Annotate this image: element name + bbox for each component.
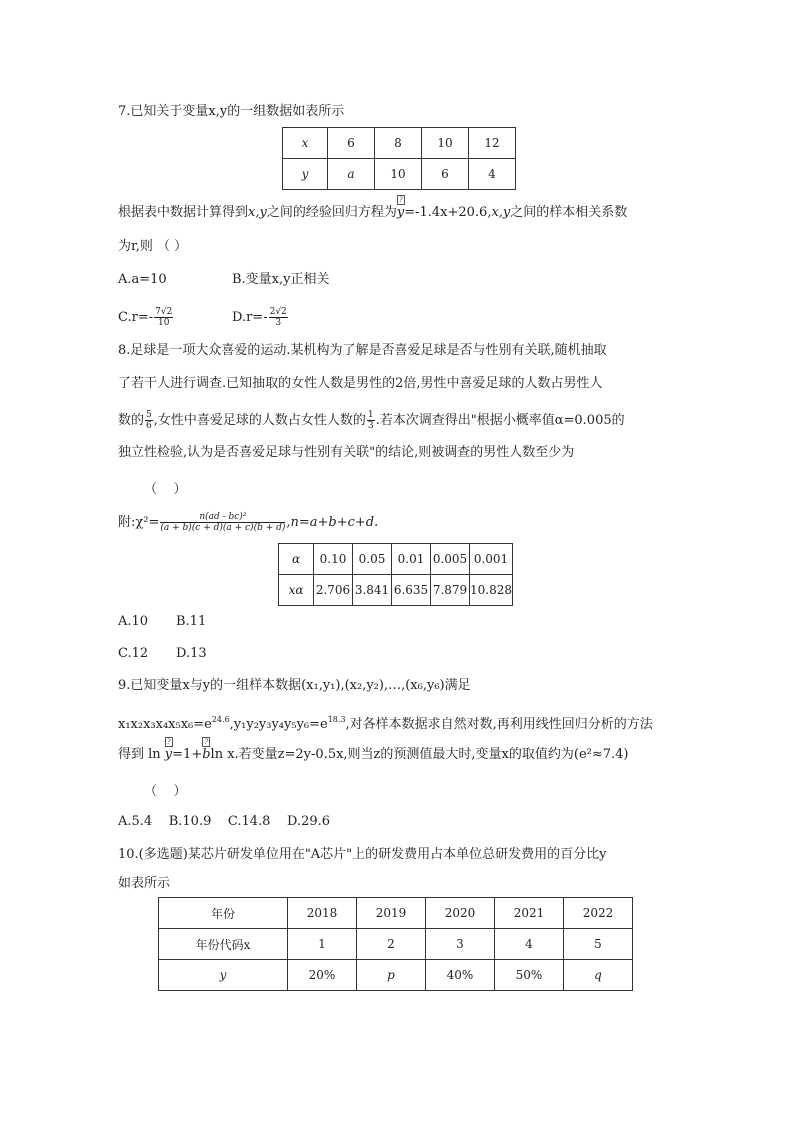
q7-cell: 10: [422, 128, 469, 159]
fraction: [145, 410, 153, 431]
q10-cell: 40%: [426, 960, 495, 991]
hat-icon: ?: [202, 737, 210, 747]
q7-option-d: [232, 307, 289, 328]
q9-options: A.5.4 B.10.9 C.14.8 D.29.6: [118, 814, 331, 829]
q9-exponent: 18.3: [327, 715, 346, 724]
q10-cell: 2019: [357, 898, 426, 929]
q8-cell: 10.828: [470, 575, 513, 606]
q10-cell: 3: [426, 929, 495, 960]
q8-table: [278, 543, 513, 606]
q10-cell: 1: [288, 929, 357, 960]
fraction: [367, 410, 375, 431]
q7-cell: 4: [469, 159, 516, 190]
q10-cell: 年份: [159, 898, 288, 929]
q8-text: 附:χ²=: [118, 515, 160, 530]
q8-cell: 3.841: [353, 575, 392, 606]
q10-line1: 10.(多选题)某芯片研发单位用在"A芯片"上的研发费用占本单位总研发费用的百分比y: [118, 847, 607, 862]
q10-cell: 20%: [288, 960, 357, 991]
q7-text: x,y: [248, 205, 267, 220]
q10-cell: 2018: [288, 898, 357, 929]
q7-text: y: [396, 205, 405, 220]
q9-text: ,对各样本数据求自然对数,再利用线性回归分析的方法: [345, 717, 653, 732]
fraction: [160, 512, 285, 533]
q8-cell: 0.01: [392, 544, 431, 575]
q9-text: ,y₁y₂y₃y₄y₅y₆=e: [229, 717, 328, 732]
q7-option-c: [118, 307, 174, 328]
q7-text: 之间的经验回归方程为: [266, 205, 397, 220]
hat-b: [202, 738, 211, 764]
q10-cell: q: [564, 960, 633, 991]
q8-cell: 7.879: [431, 575, 470, 606]
q7-table: [282, 127, 516, 190]
q10-line2: 如表所示: [118, 876, 171, 891]
q10-table: [158, 897, 633, 991]
fraction: [154, 307, 173, 328]
hat-y: [396, 196, 405, 222]
q8-text: .若本次调查得出"根据小概率值α=0.005的: [375, 413, 625, 428]
q10-cell: 2020: [426, 898, 495, 929]
q7-line2: 为r,则 （ ）: [118, 239, 188, 254]
frac-num: 2√2: [269, 307, 287, 317]
q7-cell: 6: [328, 128, 375, 159]
frac-den: 3: [275, 318, 282, 328]
q8-cell: 0.001: [470, 544, 513, 575]
frac-num: 7√2: [155, 307, 173, 317]
q7-cell: 12: [469, 128, 516, 159]
q9-answer-paren: （ ）: [144, 784, 187, 799]
q7-text: C.r=-: [118, 310, 154, 325]
q10-cell: 2: [357, 929, 426, 960]
q7-text: =-1.4x+20.6,: [404, 205, 492, 220]
q7-cell: 6: [422, 159, 469, 190]
q8-text: 数的: [118, 413, 145, 428]
q7-text: D.r=-: [232, 310, 268, 325]
q7-cell: x: [283, 128, 328, 159]
q10-cell: 5: [564, 929, 633, 960]
frac-num: 5: [146, 410, 152, 420]
q10-cell: 年份代码x: [159, 929, 288, 960]
q9-line1: 9.已知变量x与y的一组样本数据(x₁,y₁),(x₂,y₂),…,(x₆,y₆)满足: [118, 678, 471, 693]
q10-table-row-y: [159, 960, 633, 991]
q7-option-a: A.a=10: [118, 272, 167, 287]
q9-line2: [118, 711, 653, 734]
q7-line1: [118, 196, 628, 222]
hat-icon: ?: [165, 737, 173, 747]
q9-text: b: [202, 747, 211, 762]
q8-line2: 了若干人进行调查.已知抽取的女性人数是男性的2倍,男性中喜爱足球的人数占男性人: [118, 376, 603, 391]
frac-den: 6: [146, 421, 152, 431]
q9-line3: [118, 738, 629, 764]
q10-cell: 2022: [564, 898, 633, 929]
frac-den: (a + b)(c + d)(a + c)(b + d): [160, 523, 286, 533]
q9-text: ln x.若变量z=2y-0.5x,则当z的预测值最大时,变量x的取值约为(e²≈7.4): [210, 747, 629, 762]
q7-option-b: B.变量x,y正相关: [232, 272, 330, 287]
frac-den: 3: [367, 421, 374, 431]
q8-cell: α: [279, 544, 314, 575]
q8-option-c: C.12: [118, 646, 149, 661]
q8-text: ,女性中喜爱足球的人数占女性人数的: [153, 413, 366, 428]
frac-den: 10: [157, 318, 170, 328]
q7-text: 之间的样本相关系数: [510, 205, 628, 220]
q10-table-row-code: [159, 929, 633, 960]
q7-cell: 10: [375, 159, 422, 190]
q7-stem: 7.已知关于变量x,y的一组数据如表所示: [118, 104, 345, 119]
hat-y: [164, 738, 173, 764]
q7-table-row-y: [283, 159, 516, 190]
q8-option-d: D.13: [176, 646, 207, 661]
q9-text: 得到 ln: [118, 747, 165, 762]
q8-cell: 2.706: [314, 575, 353, 606]
q8-cell: 0.005: [431, 544, 470, 575]
hat-icon: ?: [397, 195, 405, 205]
q8-line4: 独立性检验,认为是否喜爱足球与性别有关联"的结论,则被调查的男性人数至少为: [118, 445, 575, 460]
q7-cell: a: [328, 159, 375, 190]
q7-table-row-x: [283, 128, 516, 159]
q10-cell: y: [159, 960, 288, 991]
q8-line1: 8.足球是一项大众喜爱的运动.某机构为了解是否喜爱足球是否与性别有关联,随机抽取: [118, 343, 607, 358]
q8-cell: 6.635: [392, 575, 431, 606]
q8-option-a: A.10: [118, 614, 149, 629]
q10-cell: 2021: [495, 898, 564, 929]
frac-num: n(ad - bc)²: [160, 512, 285, 523]
q8-cell: 0.05: [353, 544, 392, 575]
q9-text: x₁x₂x₃x₄x₅x₆=e: [118, 717, 212, 732]
q7-text: 根据表中数据计算得到: [118, 205, 249, 220]
q10-cell: 50%: [495, 960, 564, 991]
frac-num: 1: [367, 410, 374, 420]
fraction: [269, 307, 288, 328]
q9-exponent: 24.6: [211, 715, 230, 724]
q9-text: =1+: [172, 747, 203, 762]
q8-answer-paren: （ ）: [144, 482, 187, 497]
q8-table-row-alpha: [279, 544, 513, 575]
q8-line3: [118, 410, 625, 431]
q7-cell: y: [283, 159, 328, 190]
q10-table-row-year: [159, 898, 633, 929]
q7-text: x,y: [491, 205, 511, 220]
q8-text: ,n=a+b+c+d.: [286, 515, 379, 530]
q8-cell: 0.10: [314, 544, 353, 575]
q8-table-row-x: [279, 575, 513, 606]
q7-cell: 8: [375, 128, 422, 159]
q8-formula: [118, 512, 378, 533]
q8-option-b: B.11: [176, 614, 207, 629]
q10-cell: p: [357, 960, 426, 991]
q9-text: y: [164, 747, 173, 762]
q8-cell: xα: [279, 575, 314, 606]
q10-cell: 4: [495, 929, 564, 960]
